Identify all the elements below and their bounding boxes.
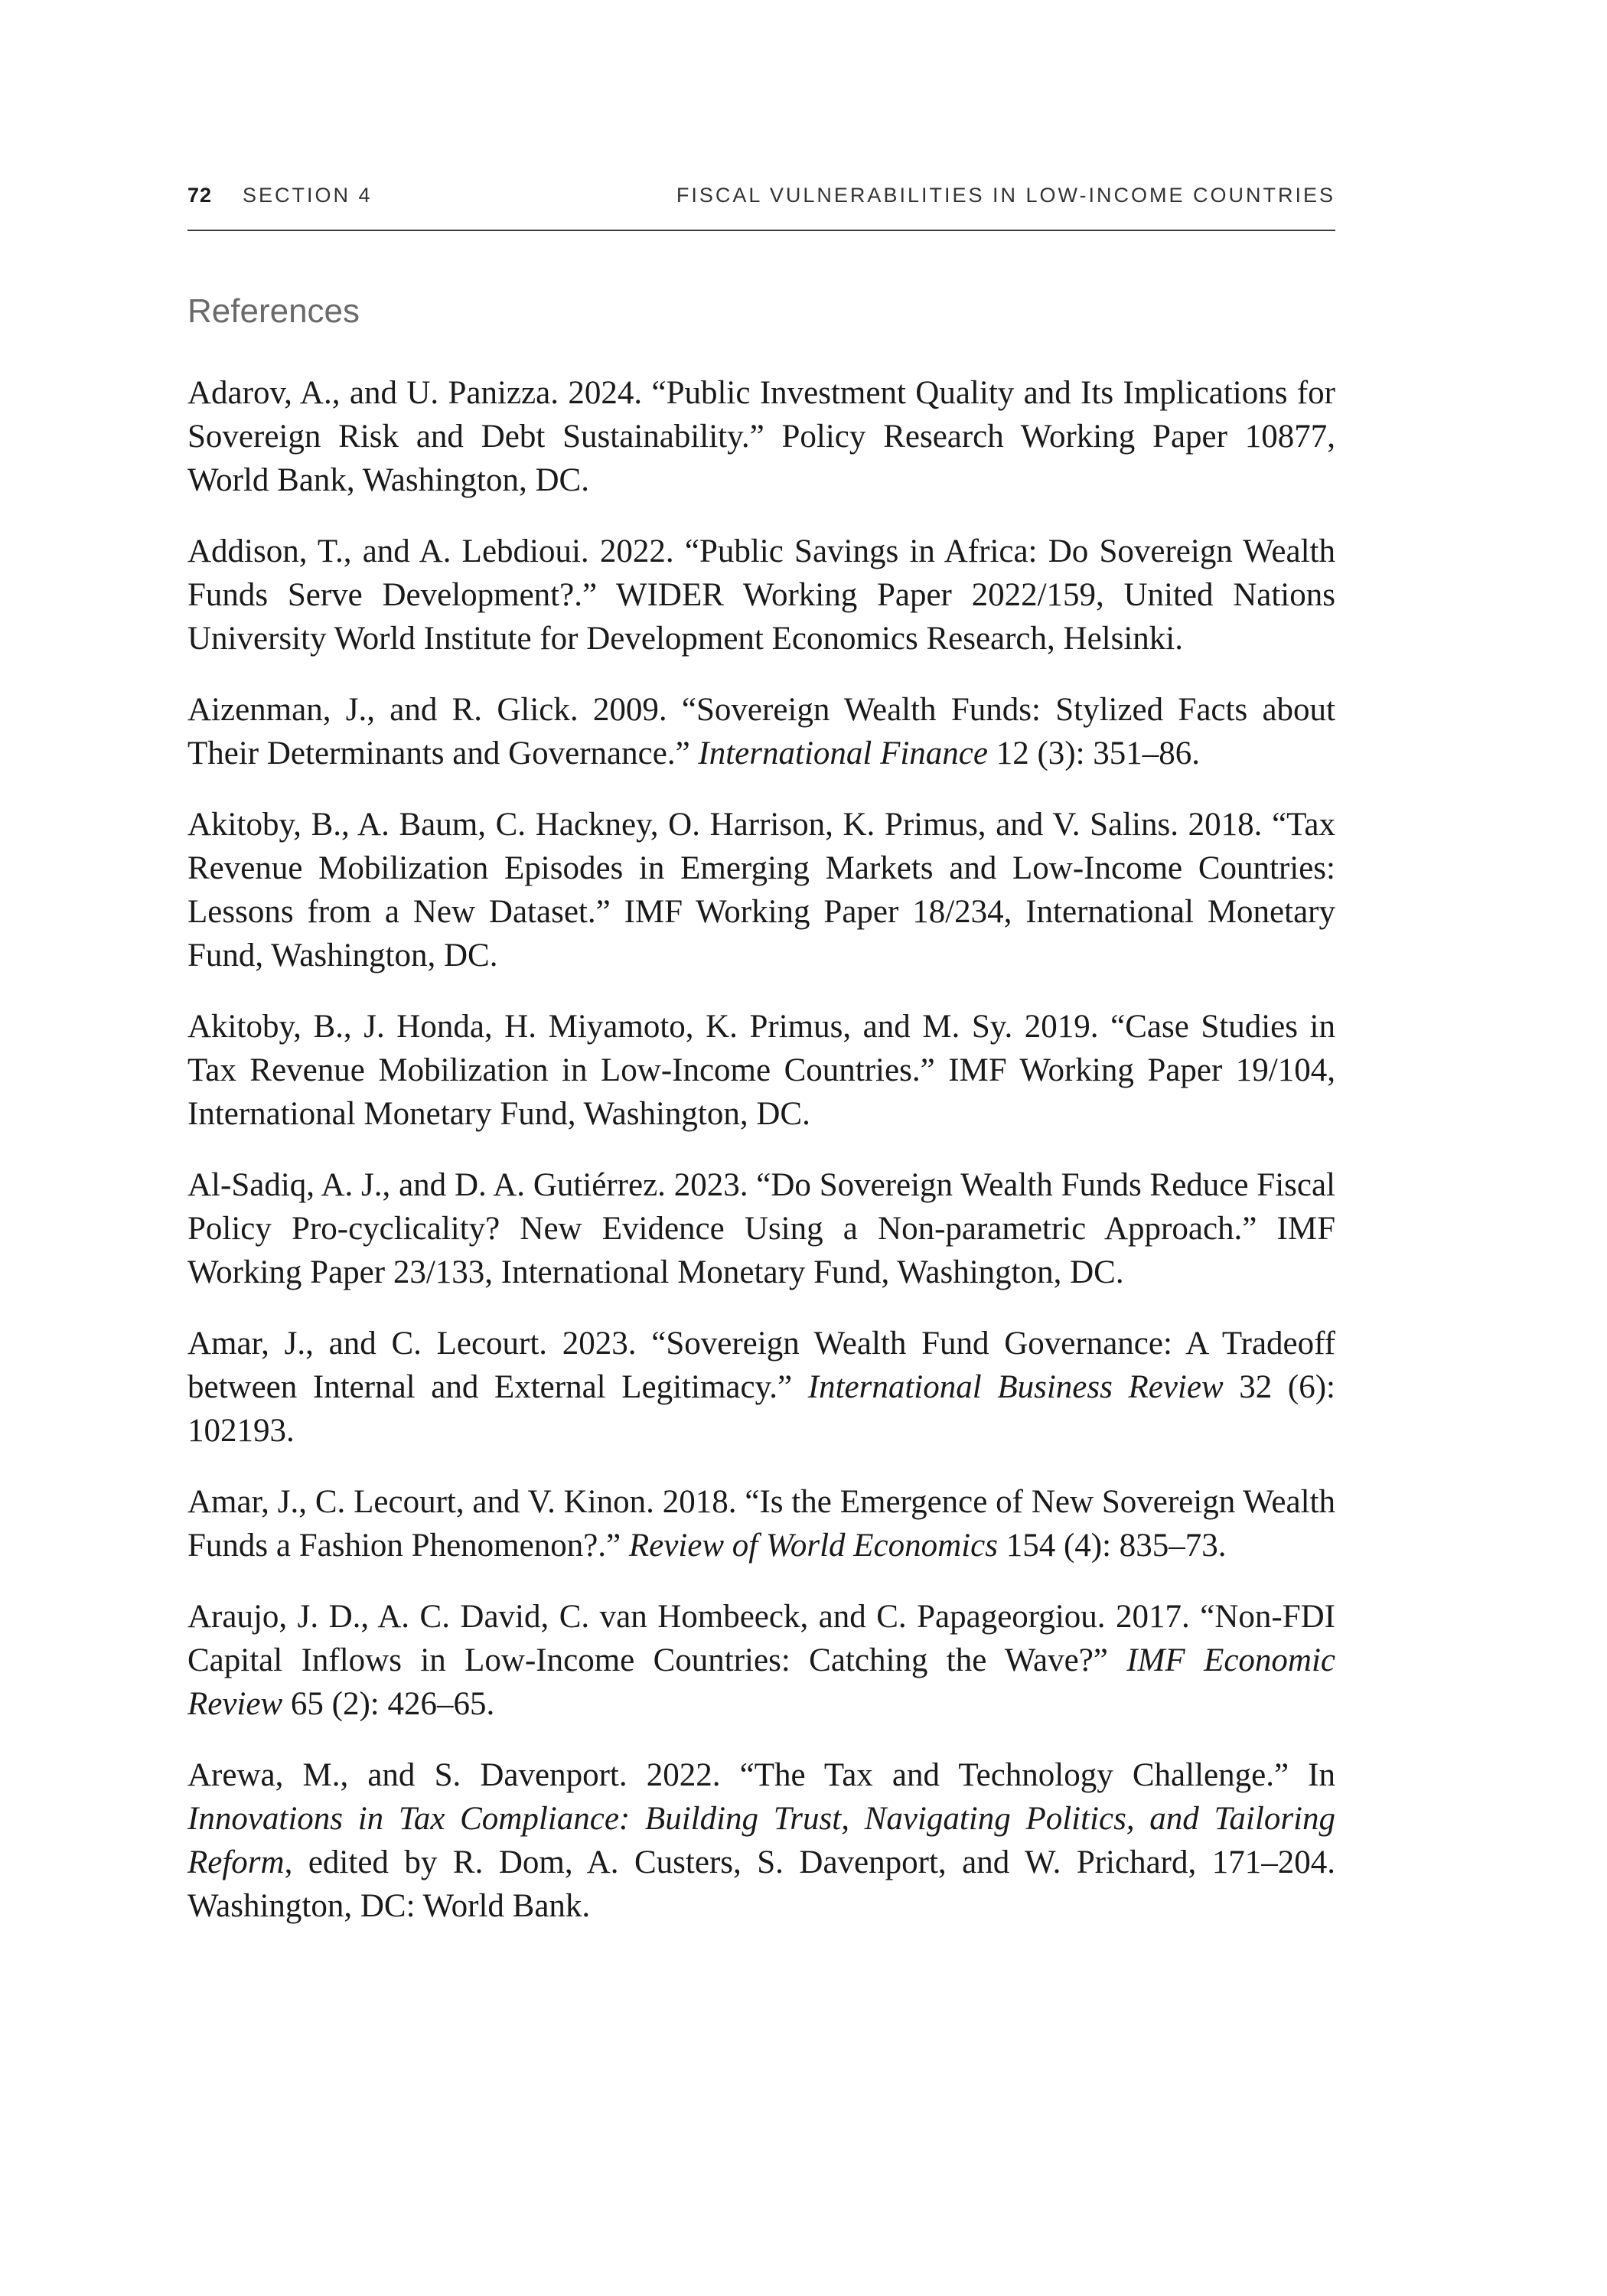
reference-details: 65 (2): 426–65. xyxy=(282,1686,495,1722)
section-label: SECTION 4 xyxy=(243,184,373,207)
reference-text: Akitoby, B., A. Baum, C. Hackney, O. Harrison, K. Primus, and V. Salins. 2018. “Tax Revenue Mobilization Episodes in Emerging Markets and Low-Income Countries: Lessons from a New Dataset.” IMF Working Paper 18/234, International Monetary Fund, Washington, DC. xyxy=(187,807,1335,974)
reference-entry xyxy=(187,1480,1335,1567)
running-head xyxy=(187,184,1335,214)
reference-source: Innovations in Tax Compliance: Building Trust, Navigating Politics, and Tailoring Reform xyxy=(187,1801,1335,1880)
reference-entry xyxy=(187,688,1335,775)
reference-entry xyxy=(187,1595,1335,1726)
reference-text: Al-Sadiq, A. J., and D. A. Gutiérrez. 2023. “Do Sovereign Wealth Funds Reduce Fiscal Policy Pro-cyclicality? New Evidence Using a Non-parametric Approach.” IMF Working Paper 23/133, International Monetary Fund, Washington, DC. xyxy=(187,1167,1335,1290)
reference-text: Araujo, J. D., A. C. David, C. van Hombeeck, and C. Papageorgiou. 2017. “Non-FDI Capital Inflows in Low-Income Countries: Catching the Wave?” xyxy=(187,1599,1335,1678)
reference-text: Addison, T., and A. Lebdioui. 2022. “Public Savings in Africa: Do Sovereign Wealth Funds Serve Development?.” WIDER Working Paper 2022/159, United Nations University World Institute for Development Economics Research, Helsinki. xyxy=(187,533,1335,657)
reference-text: Aizenman, J., and R. Glick. 2009. “Sovereign Wealth Funds: Stylized Facts about Their Determinants and Governance.” xyxy=(187,692,1335,771)
reference-entry xyxy=(187,1163,1335,1294)
reference-entry xyxy=(187,1753,1335,1928)
reference-details: , edited by R. Dom, A. Custers, S. Davenport, and W. Prichard, 171–204. Washington, DC: World Bank. xyxy=(187,1844,1335,1924)
reference-details: 154 (4): 835–73. xyxy=(997,1528,1227,1564)
reference-entry xyxy=(187,530,1335,660)
reference-source: Review of World Economics xyxy=(628,1528,998,1564)
reference-details: 32 (6): 102193. xyxy=(187,1369,1335,1449)
reference-source: International Finance xyxy=(698,735,988,771)
reference-entry xyxy=(187,371,1335,502)
reference-entry xyxy=(187,803,1335,977)
reference-source: International Business Review xyxy=(807,1369,1224,1405)
page-number: 72 xyxy=(187,184,213,207)
reference-source: IMF Economic Review xyxy=(187,1642,1336,1722)
reference-entry xyxy=(187,1005,1335,1136)
reference-text: Amar, J., C. Lecourt, and V. Kinon. 2018. “Is the Emergence of New Sovereign Wealth Funds a Fashion Phenomenon?.” xyxy=(187,1484,1335,1564)
reference-text: Amar, J., and C. Lecourt. 2023. “Sovereign Wealth Fund Governance: A Tradeoff between Internal and External Legitimacy.” xyxy=(187,1326,1335,1405)
reference-text: Adarov, A., and U. Panizza. 2024. “Public Investment Quality and Its Implications for Sovereign Risk and Debt Sustainability.” Policy Research Working Paper 10877, World Bank, Washington, DC. xyxy=(187,375,1335,498)
running-title: FISCAL VULNERABILITIES IN LOW-INCOME COUNTRIES xyxy=(676,184,1335,207)
header-rule xyxy=(187,230,1335,231)
reference-details: 12 (3): 351–86. xyxy=(987,735,1201,771)
reference-text: Arewa, M., and S. Davenport. 2022. “The Tax and Technology Challenge.” In xyxy=(187,1757,1335,1793)
reference-text: Akitoby, B., J. Honda, H. Miyamoto, K. Primus, and M. Sy. 2019. “Case Studies in Tax Revenue Mobilization in Low-Income Countries.” IMF Working Paper 19/104, International Monetary Fund, Washington, DC. xyxy=(187,1009,1335,1132)
reference-list xyxy=(187,371,1335,1955)
references-heading: References xyxy=(187,292,360,330)
reference-entry xyxy=(187,1322,1335,1453)
